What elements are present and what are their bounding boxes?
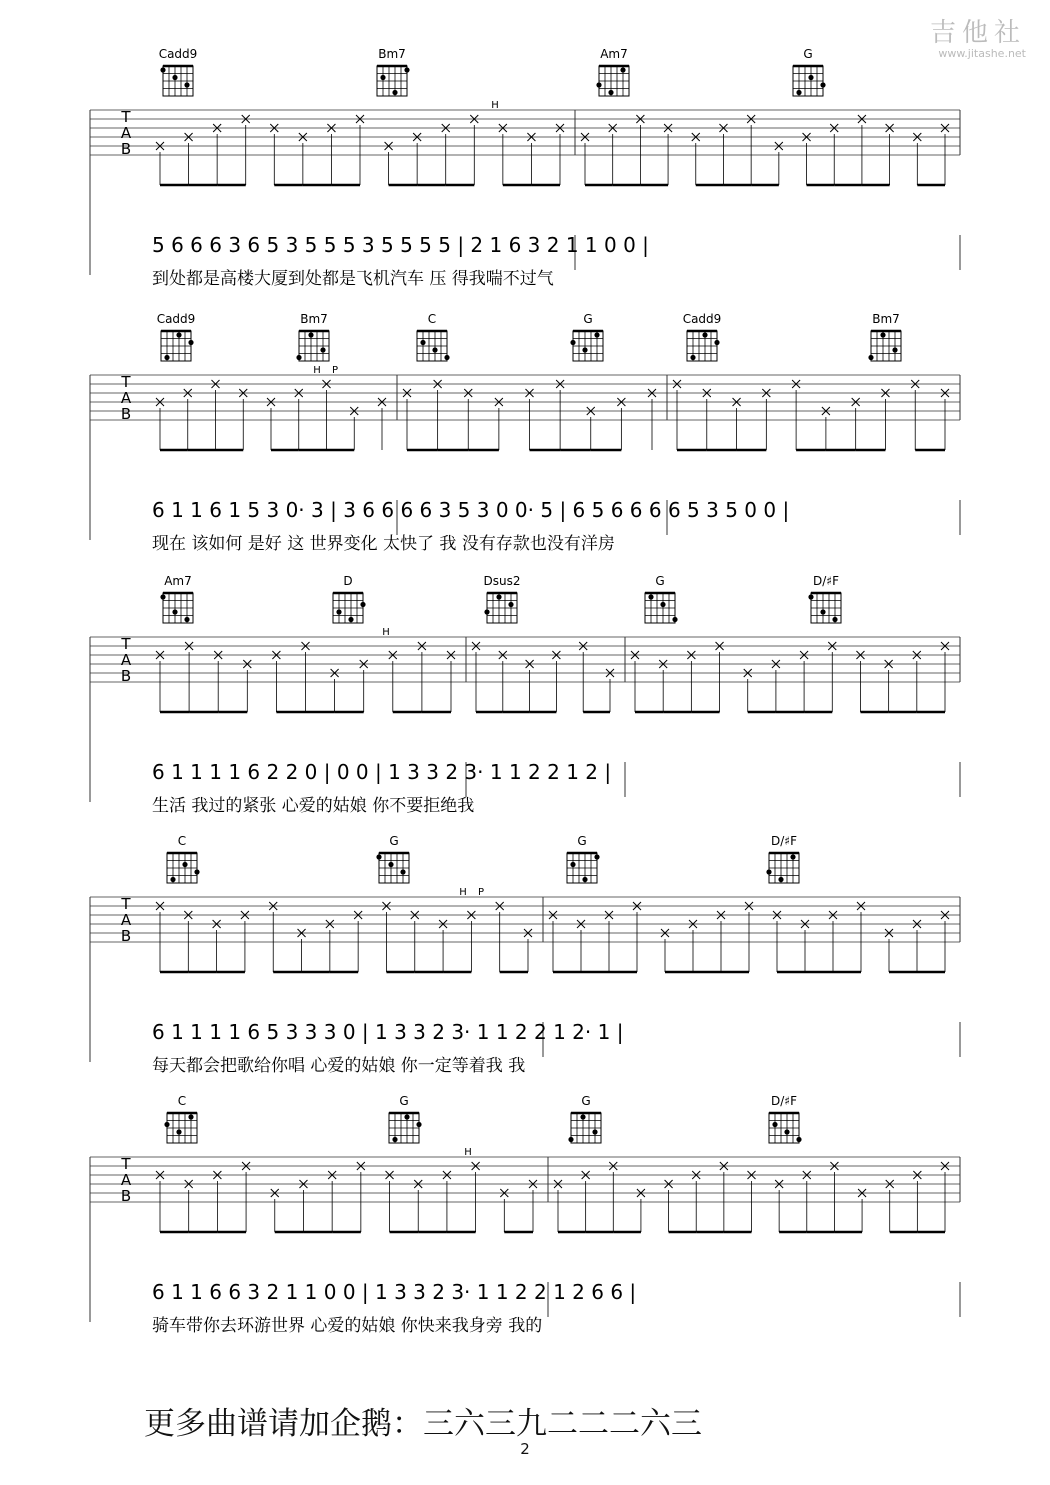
chord-name: G [803,47,813,61]
lyrics-line: 到处都是高楼大厦到处都是飞机汽车 压 得我喘不过气 [152,269,554,289]
technique-mark: H [382,627,390,638]
chord-diagram [296,312,329,361]
chord-diagram [868,312,901,361]
chord-name: G [389,834,399,848]
tab-clef-letter: B [120,667,132,685]
chord-diagram [769,1094,802,1143]
technique-mark: H [491,100,499,111]
chord-diagram [160,574,193,623]
chord-diagram [417,312,450,361]
chord-diagram [377,47,410,96]
site-logo-text: 吉他社 [929,18,1026,48]
tab-clef-letter: B [120,1187,132,1205]
chord-diagram [376,834,409,883]
chord-name: D [343,574,353,588]
tab-system-3 [0,572,1050,827]
chord-name: C [177,834,187,848]
chord-name: Bm7 [378,47,406,61]
jianpu-notation: 6 1 1 6 6 3 2 1 1 0 0 | 1 3 3 2 3· 1 1 2 2 1 2 6 6 | [152,1280,637,1304]
technique-mark: H [459,887,467,898]
lyrics-line: 生活 我过的紧张 心爱的姑娘 你不要拒绝我 [152,796,475,816]
footer-text: 更多曲谱请加企鹅：三六三九二二二六三 [144,1406,702,1442]
chord-diagram [568,1094,601,1143]
technique-mark: H [464,1147,472,1158]
tab-clef-letter: B [120,405,132,423]
chord-diagram [567,834,600,883]
chord-diagram [766,834,799,883]
chord-name: Bm7 [872,312,900,326]
tab-clef-letter: T [121,895,131,913]
page-number: 2 [520,1440,530,1458]
chord-diagram [167,834,200,883]
lyrics-line: 骑车带你去环游世界 心爱的姑娘 你快来我身旁 我的 [152,1316,543,1336]
chord-name: C [427,312,437,326]
chord-name: G [583,312,593,326]
site-logo-url: www.jitashe.net [938,47,1026,60]
chord-diagram [808,574,841,623]
chord-diagram [645,574,678,623]
chord-diagram [570,312,603,361]
chord-name: Cadd9 [156,312,196,326]
chord-diagram [333,574,366,623]
technique-mark: P [331,365,339,376]
jianpu-notation: 6 1 1 1 1 6 2 2 0 | 0 0 | 1 3 3 2 3· 1 1 2 2 1 2 | [152,760,612,784]
chord-name: G [655,574,665,588]
tab-system-2 [0,310,1050,565]
chord-diagram [164,1094,197,1143]
tab-clef-letter: B [120,927,132,945]
chord-name: Am7 [600,47,628,61]
chord-diagram [596,47,629,96]
chord-name: G [399,1094,409,1108]
lyrics-line: 每天都会把歌给你唱 心爱的姑娘 你一定等着我 我 [152,1056,526,1076]
jianpu-notation: 5 6 6 6 3 6 5 3 5 5 5 3 5 5 5 5 | 2 1 6 3 2 1 1 0 0 | [152,233,649,257]
chord-name: D/♯F [771,1094,797,1108]
tab-system-4 [0,832,1050,1087]
tab-clef-letter: A [120,1171,132,1189]
chord-diagram [389,1094,422,1143]
technique-mark: H [313,365,321,376]
technique-mark: P [477,887,485,898]
chord-diagram [159,47,198,96]
chord-diagram [157,312,196,361]
chord-diagram [484,574,521,623]
tab-clef-letter: B [120,140,132,158]
chord-name: Bm7 [300,312,328,326]
chord-name: D/♯F [813,574,839,588]
tab-clef-letter: T [121,108,131,126]
tab-clef-letter: A [120,651,132,669]
jianpu-notation: 6 1 1 1 1 6 5 3 3 3 0 | 1 3 3 2 3· 1 1 2 2 1 2· 1 | [152,1020,624,1044]
chord-name: G [581,1094,591,1108]
chord-name: D/♯F [771,834,797,848]
chord-name: Cadd9 [158,47,198,61]
tab-clef-letter: A [120,124,132,142]
chord-name: Am7 [164,574,192,588]
tab-clef-letter: T [121,373,131,391]
tab-system-5 [0,1092,1050,1347]
lyrics-line: 现在 该如何 是好 这 世界变化 太快了 我 没有存款也没有洋房 [152,534,615,554]
chord-name: Dsus2 [483,574,521,588]
tab-clef-letter: T [121,635,131,653]
chord-name: G [577,834,587,848]
chord-diagram [793,47,826,96]
tab-clef-letter: T [121,1155,131,1173]
tab-system-1 [0,45,1050,300]
chord-name: C [177,1094,187,1108]
chord-name: Cadd9 [682,312,722,326]
tab-clef-letter: A [120,911,132,929]
chord-diagram [683,312,722,361]
tab-clef-letter: A [120,389,132,407]
jianpu-notation: 6 1 1 6 1 5 3 0· 3 | 3 6 6 6 6 3 5 3 0 0· 5 | 6 5 6 6 6 6 5 3 5 0 0 | [152,498,790,522]
